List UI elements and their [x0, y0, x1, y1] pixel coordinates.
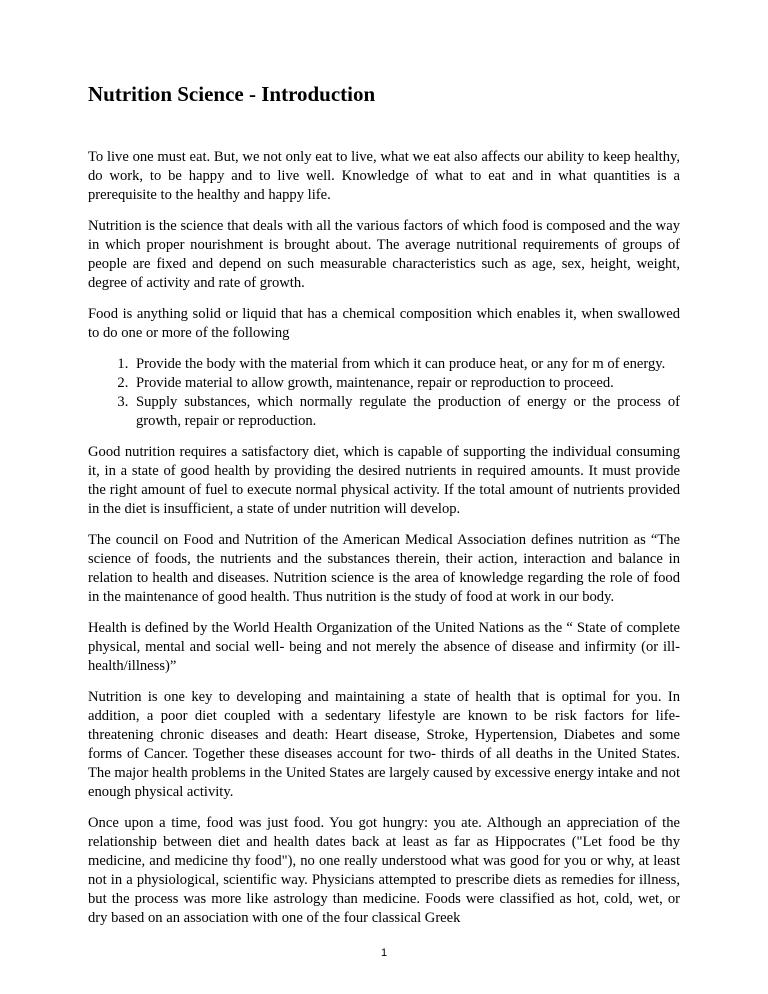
- list-item: 1. Provide the body with the material from which it can produce heat, or any for m of energy.: [132, 355, 680, 374]
- list-item: 2. Provide material to allow growth, maintenance, repair or reproduction to proceed.: [132, 374, 680, 393]
- paragraph-good-nutrition: Good nutrition requires a satisfactory diet, which is capable of supporting the individual consuming it, in a state of good health by providing the desired nutrients in required amounts. It must provide the right amount of fuel to execute normal physical activity. If the total amount of nutrients provided in the diet is insufficient, a state of under nutrition will develop.: [88, 444, 680, 517]
- paragraph-food-definition: Food is anything solid or liquid that has a chemical composition which enables it, when swallowed to do one or more of the following: [88, 306, 680, 341]
- paragraph-nutrition-definition: Nutrition is the science that deals with all the various factors of which food is composed and the way in which proper nourishment is brought about. The average nutritional requirements of groups of people are fixed and depend on such measurable characteristics such as age, sex, height, weight, degree of activity and rate of growth.: [88, 218, 680, 291]
- paragraph-health-risks: Nutrition is one key to developing and maintaining a state of health that is optimal for you. In addition, a poor diet coupled with a sedentary lifestyle are known to be risk factors for life-threatening chronic diseases and death: Heart disease, Stroke, Hypertension, Diabetes and some forms of Cancer. Together these diseases account for two- thirds of all deaths in the United States. The major health problems in the United States are largely caused by excessive energy intake and not enough physical activity.: [88, 689, 680, 800]
- paragraph-history: Once upon a time, food was just food. You got hungry: you ate. Although an appreciation of the relationship between diet and health dates back at least as far as Hippocrates ("Let food be thy medicine, and medicine thy food"), no one really understood what was good for you or why, at least not in a physiological, scientific way. Physicians attempted to prescribe diets as remedies for illness, but the process was more like astrology than medicine. Foods were classified as hot, cold, wet, or dry based on an association with one of the four classical Greek: [88, 815, 680, 926]
- paragraph-who-health: Health is defined by the World Health Organization of the United Nations as the “ State of complete physical, mental and social well- being and not merely the absence of disease and infirmity (or ill- health/illness)”: [88, 620, 680, 674]
- page-title: Nutrition Science - Introduction: [88, 82, 376, 106]
- list-item: 3. Supply substances, which normally regulate the production of energy or the process of growth, repair or reproduction.: [132, 393, 680, 431]
- paragraph-intro: To live one must eat. But, we not only eat to live, what we eat also affects our ability to keep healthy, do work, to be happy and to live well. Knowledge of what to eat and in what quantities is a prerequisite to the healthy and happy life.: [88, 149, 680, 203]
- paragraph-ama-definition: The council on Food and Nutrition of the American Medical Association defines nutrition as “The science of foods, the nutrients and the substances therein, their action, interaction and balance in relation to health and diseases. Nutrition science is the area of knowledge regarding the role of food in the maintenance of good health. Thus nutrition is the study of food at work in our body.: [88, 532, 680, 605]
- page-number: 1: [380, 947, 388, 959]
- food-functions-list: [88, 355, 680, 431]
- document-body: [88, 148, 680, 940]
